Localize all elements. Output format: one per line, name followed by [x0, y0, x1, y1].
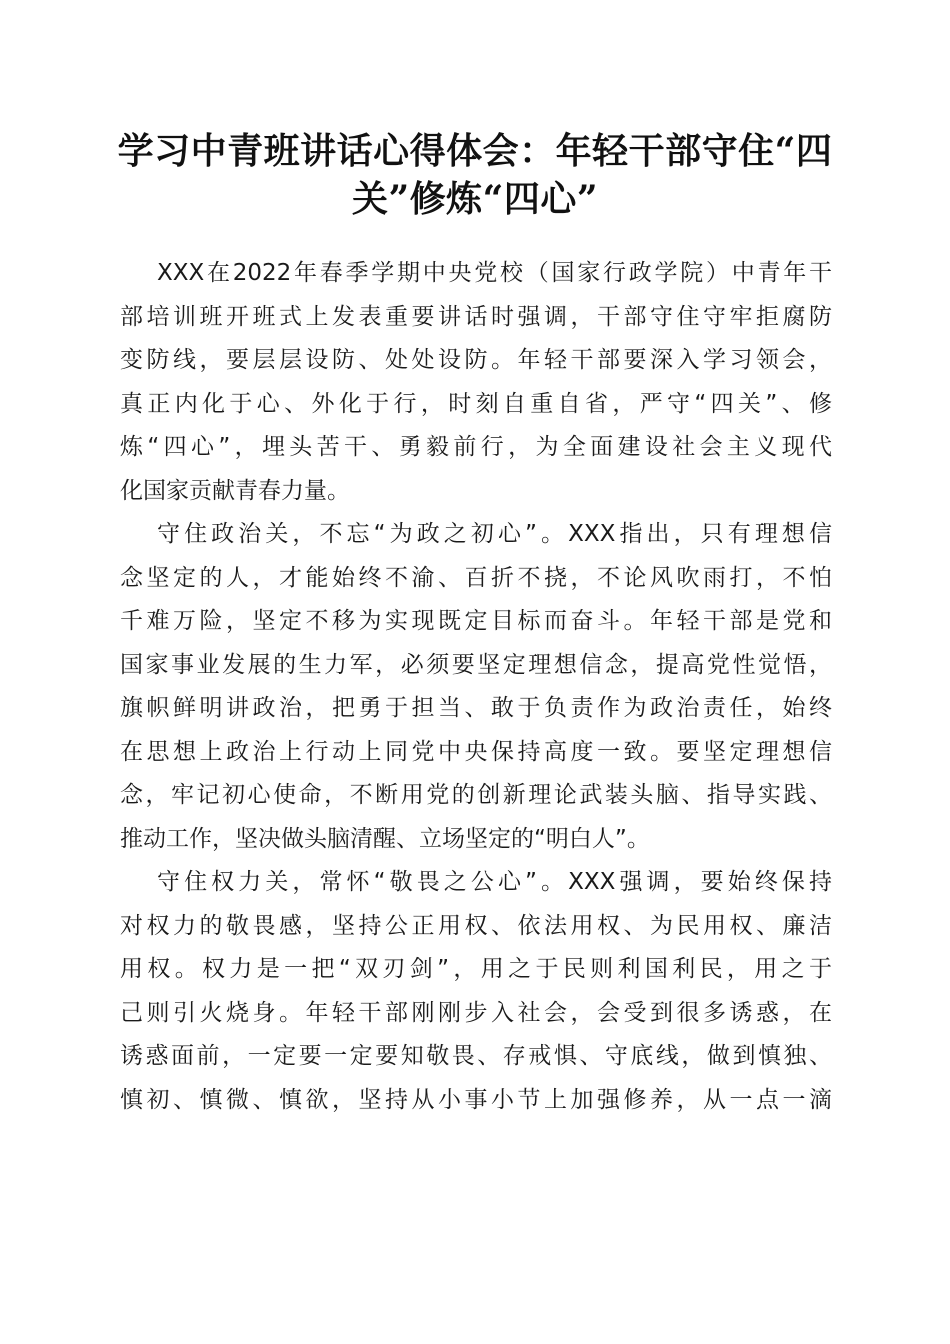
- title-line-1: 学习中青班讲话心得体会：年轻干部守住“四: [117, 130, 833, 172]
- text-line: 化国家贡献青春力量。: [120, 477, 350, 504]
- text-line: 慎初、慎微、慎欲，坚持从小事小节上加强修养，从一点一滴: [120, 1086, 832, 1113]
- paragraph-political: [120, 513, 832, 861]
- text-line: XXX在2022年春季学期中央党校（国家行政学院）中青年干: [157, 260, 832, 286]
- document-title: [100, 127, 850, 223]
- text-line: 念坚定的人，才能始终不渝、百折不挠，不论风吹雨打，不怕: [120, 564, 832, 591]
- title-line-2: 关”修炼“四心”: [351, 178, 599, 220]
- text-line: 在思想上政治上行动上同党中央保持高度一致。要坚定理想信: [120, 738, 832, 765]
- text-line: 推动工作，坚决做头脑清醒、立场坚定的“明白人”。: [120, 825, 650, 852]
- text-line: 守住权力关，常怀“敬畏之公心”。XXX强调，要始终保持: [157, 869, 832, 895]
- text-line: 国家事业发展的生力军，必须要坚定理想信念，提高党性觉悟，: [120, 651, 832, 678]
- text-line: 真正内化于心、外化于行，时刻自重自省，严守“四关”、修: [120, 390, 832, 417]
- document-body: [120, 252, 832, 1122]
- text-line: 念，牢记初心使命，不断用党的创新理论武装头脑、指导实践、: [120, 782, 832, 808]
- paragraph-power: [120, 861, 832, 1122]
- text-line: 变防线，要层层设防、处处设防。年轻干部要深入学习领会，: [120, 347, 832, 373]
- text-line: 己则引火烧身。年轻干部刚刚步入社会，会受到很多诱惑，在: [120, 999, 832, 1026]
- text-line: 千难万险，坚定不移为实现既定目标而奋斗。年轻干部是党和: [120, 608, 832, 634]
- text-line: 诱惑面前，一定要一定要知敬畏、存戒惧、守底线，做到慎独、: [120, 1043, 832, 1069]
- paragraph-intro: [120, 252, 832, 513]
- text-line: 用权。权力是一把“双刃剑”，用之于民则利国利民，用之于: [120, 956, 832, 982]
- text-line: 守住政治关，不忘“为政之初心”。XXX指出，只有理想信: [157, 521, 832, 547]
- text-line: 部培训班开班式上发表重要讲话时强调，干部守住守牢拒腐防: [120, 303, 832, 330]
- text-line: 旗帜鲜明讲政治，把勇于担当、敢于负责作为政治责任，始终: [120, 695, 832, 721]
- text-line: 对权力的敬畏感，坚持公正用权、依法用权、为民用权、廉洁: [120, 912, 832, 939]
- text-line: 炼“四心”，埋头苦干、勇毅前行，为全面建设社会主义现代: [120, 434, 832, 460]
